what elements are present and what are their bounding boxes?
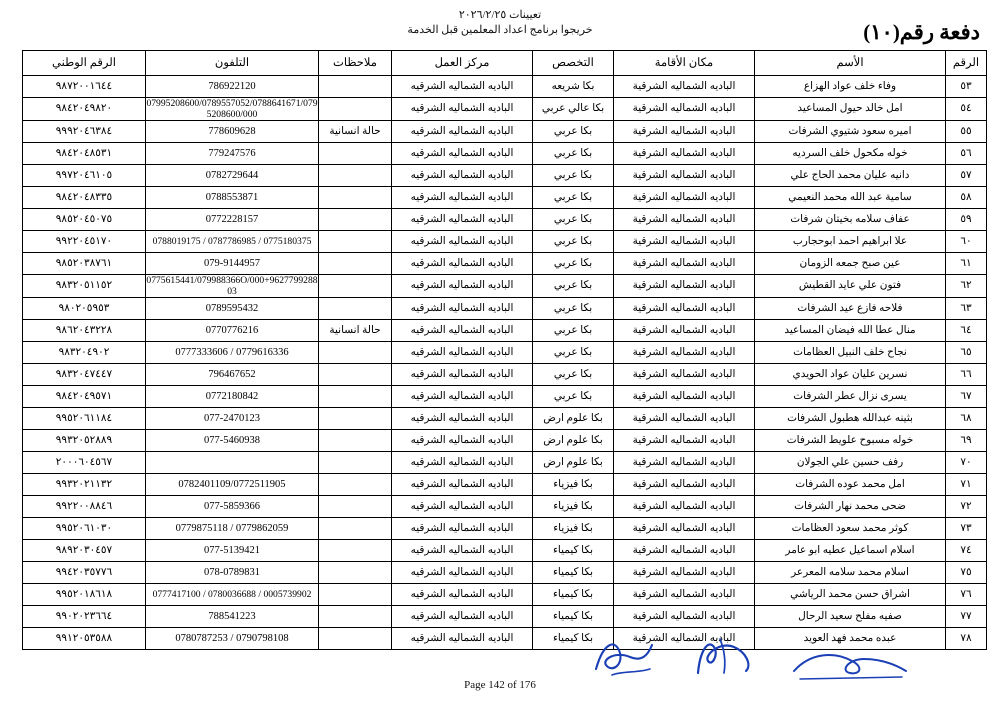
table-row (23, 452, 987, 474)
table-header-row (23, 51, 987, 76)
column-header-workplace: مركز العمل (392, 51, 533, 76)
cell-phone: 788541223 (146, 606, 319, 628)
cell-phone: 0788553871 (146, 187, 319, 209)
cell-residence: الباديه الشماليه الشرقية (614, 430, 755, 452)
table-row (23, 474, 987, 496)
cell-residence: الباديه الشماليه الشرقية (614, 231, 755, 253)
cell-notes (319, 275, 392, 298)
table-row (23, 209, 987, 231)
cell-number: ٦٩ (946, 430, 987, 452)
cell-specialty: بكا عربي (533, 298, 614, 320)
table-row (23, 628, 987, 650)
cell-specialty: بكا شريعه (533, 76, 614, 98)
cell-national-id: ٩٩٤٢٠٣٥٧٧٦ (23, 562, 146, 584)
cell-notes: حالة انسانية (319, 121, 392, 143)
cell-national-id: ٩٨٤٢٠٤٨٣٣٥ (23, 187, 146, 209)
cell-name: منال عطا الله فيضان المساعيد (755, 320, 946, 342)
cell-notes (319, 518, 392, 540)
cell-residence: الباديه الشماليه الشرقية (614, 98, 755, 121)
cell-specialty: بكا عربي (533, 187, 614, 209)
table-row (23, 143, 987, 165)
cell-workplace: الباديه الشماليه الشرقيه (392, 562, 533, 584)
cell-notes (319, 76, 392, 98)
cell-phone: 0782729644 (146, 165, 319, 187)
cell-notes (319, 165, 392, 187)
cell-residence: الباديه الشماليه الشرقية (614, 187, 755, 209)
cell-number: ٦١ (946, 253, 987, 275)
cell-name: اسلام اسماعيل عطيه ابو عامر (755, 540, 946, 562)
cell-number: ٥٤ (946, 98, 987, 121)
cell-national-id: ٩٩٥٢٠١٨٦١٨ (23, 584, 146, 606)
cell-notes (319, 231, 392, 253)
cell-national-id: ٩٩٥٢٠٦١١٨٤ (23, 408, 146, 430)
cell-national-id: ٩٨٣٢٠٤٩٠٢ (23, 342, 146, 364)
cell-national-id: ٩٩٠٢٠٢٣٦٦٤ (23, 606, 146, 628)
cell-residence: الباديه الشماليه الشرقية (614, 474, 755, 496)
cell-notes (319, 430, 392, 452)
cell-specialty: بكا عربي (533, 231, 614, 253)
cell-notes: حالة انسانية (319, 320, 392, 342)
cell-name: سامية عبد الله محمد النعيمي (755, 187, 946, 209)
cell-national-id: ٩٨٣٢٠٥١١٥٢ (23, 275, 146, 298)
table-row (23, 121, 987, 143)
batch-number-label: دفعة رقم(١٠) (863, 20, 980, 44)
table-row (23, 342, 987, 364)
cell-workplace: الباديه الشماليه الشرقيه (392, 518, 533, 540)
cell-name: خوله مسبوح علويط الشرفات (755, 430, 946, 452)
column-header-phone: التلفون (146, 51, 319, 76)
column-header-residence: مكان الأقامة (614, 51, 755, 76)
cell-residence: الباديه الشماليه الشرقية (614, 408, 755, 430)
cell-residence: الباديه الشماليه الشرقية (614, 452, 755, 474)
cell-phone: 0782401109/0772511905 (146, 474, 319, 496)
cell-name: وفاء خلف عواد الهزاع (755, 76, 946, 98)
cell-workplace: الباديه الشماليه الشرقيه (392, 121, 533, 143)
table-row (23, 165, 987, 187)
cell-number: ٥٥ (946, 121, 987, 143)
cell-number: ٦٧ (946, 386, 987, 408)
cell-number: ٥٩ (946, 209, 987, 231)
cell-specialty: بكا علوم ارض (533, 430, 614, 452)
cell-specialty: بكا عربي (533, 320, 614, 342)
cell-name: امل محمد عوده الشرفات (755, 474, 946, 496)
cell-workplace: الباديه الشماليه الشرقيه (392, 474, 533, 496)
cell-name: نسرين عليان عواد الحويدي (755, 364, 946, 386)
header-line-1: تعيينات ٢٠٢٦/٢/٢٥ (458, 9, 542, 21)
cell-number: ٧٠ (946, 452, 987, 474)
cell-national-id: ٩٩٣٢٠٥٢٨٨٩ (23, 430, 146, 452)
cell-number: ٧٢ (946, 496, 987, 518)
cell-specialty: بكا عالي عربي (533, 98, 614, 121)
cell-national-id: ٩٨٦٢٠٤٣٢٢٨ (23, 320, 146, 342)
cell-national-id: ٩٨٩٢٠٣٠٤٥٧ (23, 540, 146, 562)
cell-national-id: ٩٨٧٢٠٠١٦٤٤ (23, 76, 146, 98)
cell-residence: الباديه الشماليه الشرقية (614, 121, 755, 143)
cell-name: كوثر محمد سعود العظامات (755, 518, 946, 540)
cell-number: ٥٧ (946, 165, 987, 187)
cell-specialty: بكا عربي (533, 342, 614, 364)
cell-phone: 0772228157 (146, 209, 319, 231)
cell-residence: الباديه الشماليه الشرقية (614, 496, 755, 518)
cell-specialty: بكا عربي (533, 253, 614, 275)
cell-national-id: ٩٩٧٢٠٤٦١٠٥ (23, 165, 146, 187)
cell-name: اشراق حسن محمد الرياشي (755, 584, 946, 606)
table-body (23, 76, 987, 650)
cell-name: فتون علي عايد القطيش (755, 275, 946, 298)
cell-phone: 078-0789831 (146, 562, 319, 584)
cell-phone: 077-5460938 (146, 430, 319, 452)
cell-notes (319, 98, 392, 121)
cell-specialty: بكا عربي (533, 386, 614, 408)
cell-workplace: الباديه الشماليه الشرقيه (392, 76, 533, 98)
cell-notes (319, 364, 392, 386)
cell-phone: 0788019175 / 0787786985 / 0775180375 (146, 231, 319, 253)
table-row (23, 606, 987, 628)
table-row (23, 231, 987, 253)
table-row (23, 320, 987, 342)
table-row (23, 584, 987, 606)
cell-workplace: الباديه الشماليه الشرقيه (392, 408, 533, 430)
cell-notes (319, 562, 392, 584)
cell-name: خوله مكحول خلف السرديه (755, 143, 946, 165)
cell-specialty: بكا كيمياء (533, 606, 614, 628)
cell-number: ٥٨ (946, 187, 987, 209)
table-row (23, 253, 987, 275)
cell-phone: 077-5859366 (146, 496, 319, 518)
cell-number: ٧٤ (946, 540, 987, 562)
cell-phone: 779247576 (146, 143, 319, 165)
cell-national-id: ٩٨٤٢٠٤٩٥٧١ (23, 386, 146, 408)
cell-national-id: ٩٩٢٢٠٤٥١٧٠ (23, 231, 146, 253)
cell-workplace: الباديه الشماليه الشرقيه (392, 187, 533, 209)
cell-workplace: الباديه الشماليه الشرقيه (392, 364, 533, 386)
cell-workplace: الباديه الشماليه الشرقيه (392, 253, 533, 275)
cell-notes (319, 496, 392, 518)
cell-number: ٧٦ (946, 584, 987, 606)
cell-name: اسلام محمد سلامه المعرعر (755, 562, 946, 584)
cell-name: عبده محمد فهد العويد (755, 628, 946, 650)
cell-name: عين صبح جمعه الزومان (755, 253, 946, 275)
cell-notes (319, 452, 392, 474)
cell-notes (319, 584, 392, 606)
cell-workplace: الباديه الشماليه الشرقيه (392, 298, 533, 320)
cell-phone: 0772180842 (146, 386, 319, 408)
cell-residence: الباديه الشماليه الشرقية (614, 209, 755, 231)
cell-notes (319, 474, 392, 496)
cell-workplace: الباديه الشماليه الشرقيه (392, 165, 533, 187)
column-header-specialty: التخصص (533, 51, 614, 76)
cell-notes (319, 143, 392, 165)
cell-number: ٥٣ (946, 76, 987, 98)
cell-phone: 0789595432 (146, 298, 319, 320)
cell-name: دانيه عليان محمد الحاج علي (755, 165, 946, 187)
cell-national-id: ٢٠٠٠٦٠٤٥٦٧ (23, 452, 146, 474)
cell-notes (319, 253, 392, 275)
cell-specialty: بكا عربي (533, 121, 614, 143)
cell-specialty: بكا فيزياء (533, 496, 614, 518)
cell-notes (319, 386, 392, 408)
table-row (23, 430, 987, 452)
cell-phone: 077-2470123 (146, 408, 319, 430)
header-line-2: خريجوا برنامج اعداد المعلمين قبل الخدمة (407, 24, 593, 36)
cell-name: يسرى نزال عطر الشرفات (755, 386, 946, 408)
cell-specialty: بكا عربي (533, 275, 614, 298)
cell-specialty: بكا عربي (533, 143, 614, 165)
cell-residence: الباديه الشماليه الشرقية (614, 606, 755, 628)
cell-number: ٥٦ (946, 143, 987, 165)
cell-number: ٧٨ (946, 628, 987, 650)
cell-residence: الباديه الشماليه الشرقية (614, 253, 755, 275)
cell-notes (319, 209, 392, 231)
cell-residence: الباديه الشماليه الشرقية (614, 342, 755, 364)
cell-residence: الباديه الشماليه الشرقية (614, 386, 755, 408)
cell-workplace: الباديه الشماليه الشرقيه (392, 452, 533, 474)
cell-number: ٧٥ (946, 562, 987, 584)
cell-workplace: الباديه الشماليه الشرقيه (392, 143, 533, 165)
cell-residence: الباديه الشماليه الشرقية (614, 143, 755, 165)
table-row (23, 562, 987, 584)
cell-number: ٦٨ (946, 408, 987, 430)
table-row (23, 76, 987, 98)
cell-phone: 077-5139421 (146, 540, 319, 562)
table-row (23, 408, 987, 430)
cell-notes (319, 408, 392, 430)
table-row (23, 518, 987, 540)
cell-notes (319, 342, 392, 364)
cell-number: ٦٣ (946, 298, 987, 320)
cell-workplace: الباديه الشماليه الشرقيه (392, 496, 533, 518)
column-header-name: الأسم (755, 51, 946, 76)
cell-workplace: الباديه الشماليه الشرقيه (392, 209, 533, 231)
cell-national-id: ٩٩٣٢٠٢١١٣٢ (23, 474, 146, 496)
table-row (23, 540, 987, 562)
cell-phone: 778609628 (146, 121, 319, 143)
table-row (23, 187, 987, 209)
cell-specialty: بكا كيمياء (533, 540, 614, 562)
cell-residence: الباديه الشماليه الشرقية (614, 364, 755, 386)
cell-residence: الباديه الشماليه الشرقية (614, 76, 755, 98)
cell-national-id: ٩٨٤٢٠٤٨٥٣١ (23, 143, 146, 165)
page-footer: Page 142 of 176 (464, 679, 536, 691)
cell-name: فلاحه فازع عيد الشرفات (755, 298, 946, 320)
cell-name: نجاح خلف النبيل العظامات (755, 342, 946, 364)
cell-residence: الباديه الشماليه الشرقية (614, 165, 755, 187)
cell-notes (319, 298, 392, 320)
cell-specialty: بكا فيزياء (533, 518, 614, 540)
cell-workplace: الباديه الشماليه الشرقيه (392, 540, 533, 562)
cell-specialty: بكا عربي (533, 209, 614, 231)
cell-notes (319, 540, 392, 562)
cell-workplace: الباديه الشماليه الشرقيه (392, 430, 533, 452)
cell-notes (319, 606, 392, 628)
cell-number: ٧٣ (946, 518, 987, 540)
cell-name: ضحى محمد نهار الشرفات (755, 496, 946, 518)
cell-number: ٦٦ (946, 364, 987, 386)
cell-national-id: ٩٨٠٢٠٥٩٥٣ (23, 298, 146, 320)
cell-number: ٦٢ (946, 275, 987, 298)
cell-number: ٦٤ (946, 320, 987, 342)
cell-specialty: بكا كيمياء (533, 628, 614, 650)
cell-number: ٧١ (946, 474, 987, 496)
cell-residence: الباديه الشماليه الشرقية (614, 518, 755, 540)
cell-national-id: ٩٩٥٢٠٦١٠٣٠ (23, 518, 146, 540)
cell-phone: 0777417100 / 0780036688 / 0005739902 (146, 584, 319, 606)
cell-name: بثينه عبدالله هطبول الشرفات (755, 408, 946, 430)
cell-specialty: بكا علوم ارض (533, 408, 614, 430)
cell-name: رفف حسين علي الجولان (755, 452, 946, 474)
cell-name: صفيه مفلح سعيد الرحال (755, 606, 946, 628)
cell-workplace: الباديه الشماليه الشرقيه (392, 231, 533, 253)
cell-residence: الباديه الشماليه الشرقية (614, 320, 755, 342)
cell-specialty: بكا علوم ارض (533, 452, 614, 474)
cell-national-id: ٩٩٩٢٠٤٦٣٨٤ (23, 121, 146, 143)
cell-residence: الباديه الشماليه الشرقية (614, 298, 755, 320)
document-header (0, 8, 1000, 38)
appointments-table (22, 50, 987, 650)
cell-phone (146, 452, 319, 474)
cell-workplace: الباديه الشماليه الشرقيه (392, 342, 533, 364)
cell-residence: الباديه الشماليه الشرقية (614, 540, 755, 562)
cell-name: امل خالد حيول المساعيد (755, 98, 946, 121)
cell-phone: 079-9144957 (146, 253, 319, 275)
table-row (23, 386, 987, 408)
cell-specialty: بكا عربي (533, 364, 614, 386)
cell-national-id: ٩٩٢٢٠٠٨٨٤٦ (23, 496, 146, 518)
cell-national-id: ٩٨٤٢٠٤٩٨٢٠ (23, 98, 146, 121)
cell-workplace: الباديه الشماليه الشرقيه (392, 320, 533, 342)
table-row (23, 298, 987, 320)
table-row (23, 275, 987, 298)
cell-residence: الباديه الشماليه الشرقية (614, 628, 755, 650)
cell-workplace: الباديه الشماليه الشرقيه (392, 584, 533, 606)
cell-residence: الباديه الشماليه الشرقية (614, 562, 755, 584)
cell-phone: 786922120 (146, 76, 319, 98)
cell-workplace: الباديه الشماليه الشرقيه (392, 628, 533, 650)
cell-phone: 796467652 (146, 364, 319, 386)
cell-national-id: ٩٨٥٢٠٣٨٧٦١ (23, 253, 146, 275)
cell-notes (319, 628, 392, 650)
table-row (23, 496, 987, 518)
table-row (23, 98, 987, 121)
cell-phone: 0770776216 (146, 320, 319, 342)
cell-workplace: الباديه الشماليه الشرقيه (392, 98, 533, 121)
cell-national-id: ٩٨٥٢٠٤٥٠٧٥ (23, 209, 146, 231)
cell-specialty: بكا فيزياء (533, 474, 614, 496)
cell-name: علا ابراهيم احمد ابوحجارب (755, 231, 946, 253)
cell-specialty: بكا كيمياء (533, 562, 614, 584)
column-header-national-id: الرقم الوطني (23, 51, 146, 76)
cell-national-id: ٩٨٣٢٠٤٧٤٤٧ (23, 364, 146, 386)
cell-phone: 07995208600/0789557052/0788641671/0795208600/000 (146, 98, 318, 120)
cell-phone: 0777333606 / 0779616336 (146, 342, 319, 364)
cell-phone: 0775615441/079988366O/000+962779928803 (146, 275, 318, 297)
cell-national-id: ٩٩١٢٠٥٣٥٨٨ (23, 628, 146, 650)
cell-residence: الباديه الشماليه الشرقية (614, 275, 755, 298)
column-header-number: الرقم (946, 51, 987, 76)
cell-workplace: الباديه الشماليه الشرقيه (392, 606, 533, 628)
cell-number: ٦٥ (946, 342, 987, 364)
column-header-notes: ملاحظات (319, 51, 392, 76)
cell-workplace: الباديه الشماليه الشرقيه (392, 275, 533, 298)
cell-specialty: بكا عربي (533, 165, 614, 187)
cell-specialty: بكا كيمياء (533, 584, 614, 606)
cell-number: ٧٧ (946, 606, 987, 628)
cell-residence: الباديه الشماليه الشرقية (614, 584, 755, 606)
cell-number: ٦٠ (946, 231, 987, 253)
cell-notes (319, 187, 392, 209)
cell-phone: 0780787253 / 0790798108 (146, 628, 319, 650)
cell-name: عفاف سلامه بخيتان شرفات (755, 209, 946, 231)
table-row (23, 364, 987, 386)
cell-workplace: الباديه الشماليه الشرقيه (392, 386, 533, 408)
cell-name: اميره سعود شتيوي الشرفات (755, 121, 946, 143)
cell-phone: 0779875118 / 0779862059 (146, 518, 319, 540)
